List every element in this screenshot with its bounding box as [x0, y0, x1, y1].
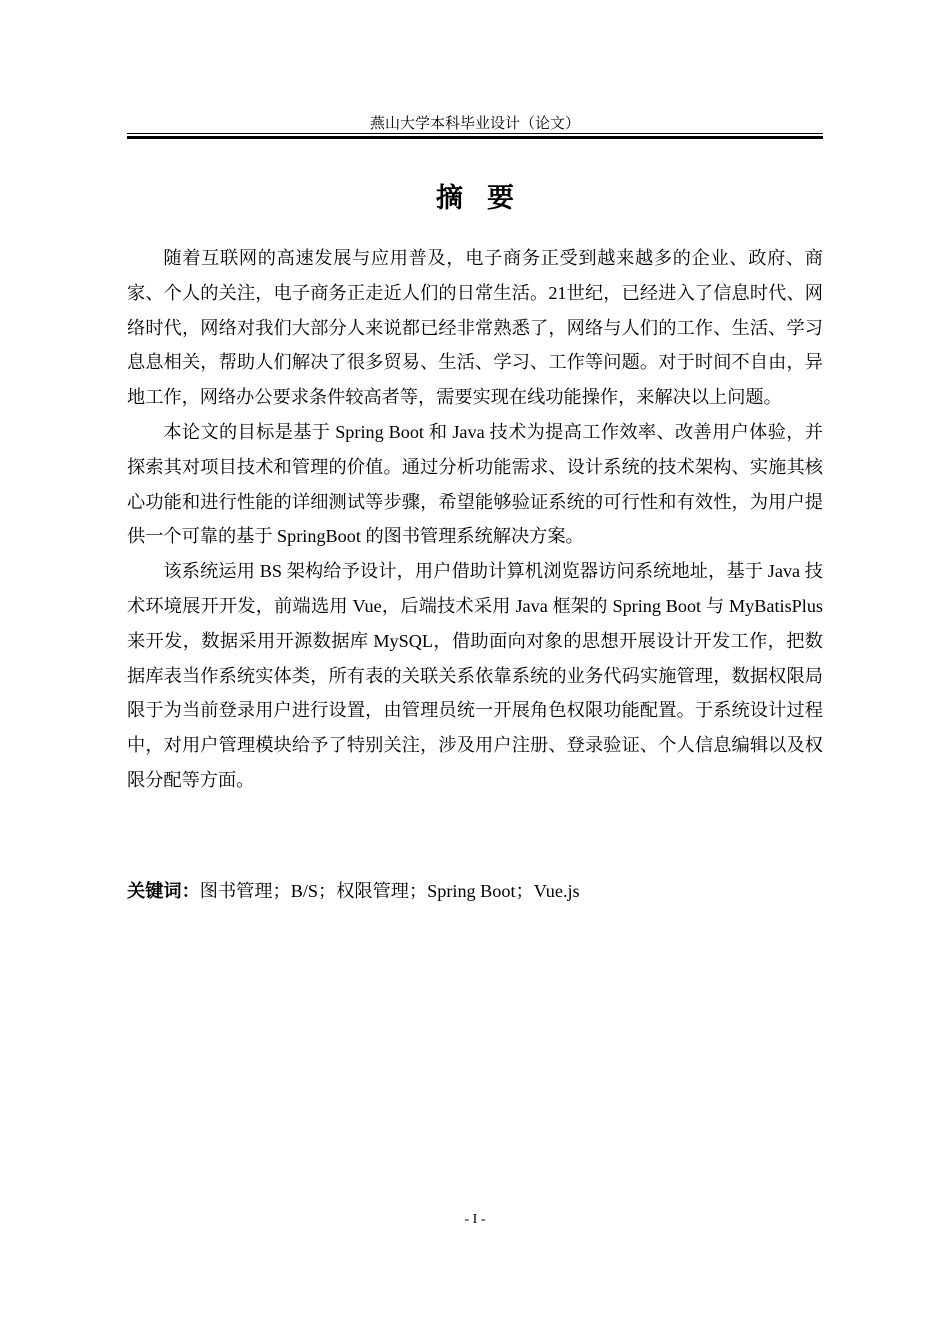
title-char-2: 要	[487, 183, 514, 214]
title-char-1: 摘	[436, 183, 463, 214]
abstract-paragraph-2: 本论文的目标是基于 Spring Boot 和 Java 技术为提高工作效率、改善用户体验，并探索其对项目技术和管理的价值。通过分析功能需求、设计系统的技术架构、实施其核心功能和进行性能的详细测试等步骤，希望能够验证系统的可行性和有效性，为用户提供一个可靠的基于 SpringBoot 的图书管理系统解决方案。	[127, 421, 823, 547]
keywords	[127, 874, 823, 909]
header-rule-thin	[127, 133, 823, 134]
page-title	[0, 176, 950, 215]
page-number: - I -	[464, 1212, 486, 1227]
header-rule-thick	[127, 136, 823, 139]
abstract-body	[127, 241, 823, 798]
running-header: 燕山大学本科毕业设计（论文）	[369, 116, 580, 132]
keywords-label: 关键词：	[127, 881, 200, 901]
abstract-paragraph-1: 随着互联网的高速发展与应用普及，电子商务正受到越来越多的企业、政府、商家、个人的关注，电子商务正走近人们的日常生活。21世纪，已经进入了信息时代、网络时代，网络对我们大部分人来说都已经非常熟悉了，网络与人们的工作、生活、学习息息相关，帮助人们解决了很多贸易、生活、学习、工作等问题。对于时间不自由，异地工作，网络办公要求条件较高者等，需要实现在线功能操作，来解决以上问题。	[127, 248, 823, 408]
abstract-paragraph-3: 该系统运用 BS 架构给予设计，用户借助计算机浏览器访问系统地址，基于 Java 技术环境展开开发，前端选用 Vue，后端技术采用 Java 框架的 Spring Boot 与 MyBatisPlus 来开发，数据采用开源数据库 MySQL，借助面向对象的思想开展设计开发工作，把数据库表当作系统实体类，所有表的关联关系依靠系统的业务代码实施管理，数据权限局限于为当前登录用户进行设置，由管理员统一开展角色权限功能配置。于系统设计过程中，对用户管理模块给予了特别关注，涉及用户注册、登录验证、个人信息编辑以及权限分配等方面。	[127, 561, 823, 790]
keywords-value: 图书管理；B/S；权限管理；Spring Boot；Vue.js	[199, 881, 580, 901]
